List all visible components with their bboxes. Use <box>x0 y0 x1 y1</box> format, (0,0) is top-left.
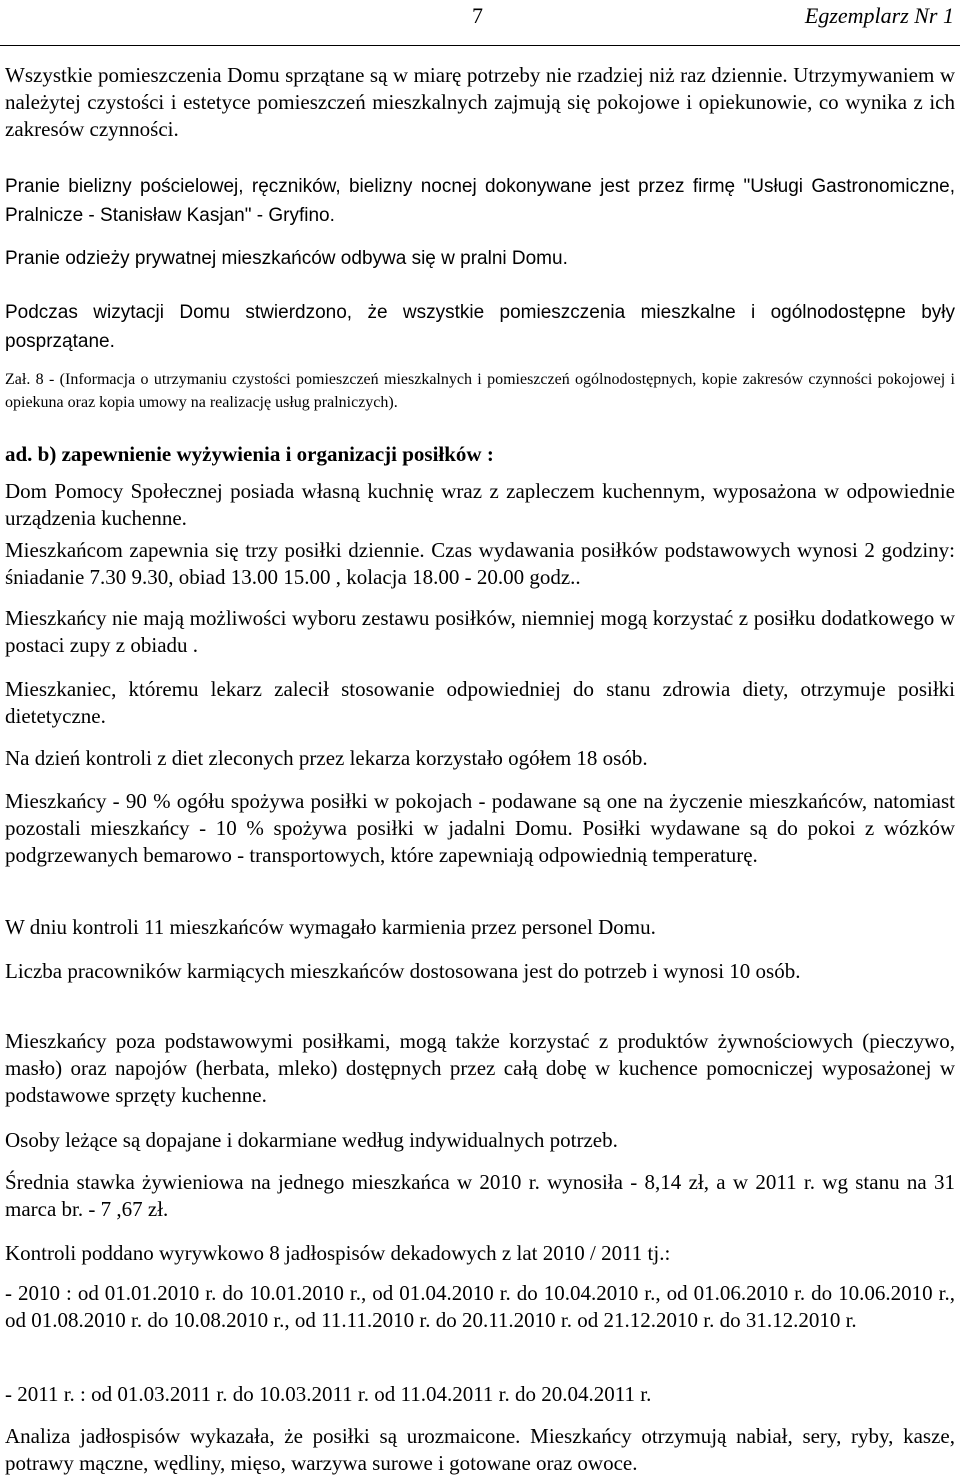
page-header <box>0 0 960 50</box>
paragraph-cleaning: Wszystkie pomieszczenia Domu sprzątane są w miarę potrzeby nie rzadziej niż raz dziennie. Utrzymywaniem w należytej czystości i estetyce pomieszczeń mieszkalnych zajmują się pokojowe i opiekunowie, co wynika z ich zakresów czynności. <box>5 63 955 141</box>
paragraph-diet: Mieszkaniec, któremu lekarz zalecił stosowanie odpowiedniej do stanu zdrowia diety, otrzymuje posiłki dietetyczne. <box>5 677 955 728</box>
paragraph-menu-analysis: Analiza jadłospisów wykazała, że posiłki są urozmaicone. Mieszkańcy otrzymują nabiał, sery, ryby, kasze, potrawy mączne, wędliny, mięso, warzywa surowe i gotowane oraz owoce. <box>5 1424 955 1475</box>
paragraph-meal-choice: Mieszkańcy nie mają możliwości wyboru zestawu posiłków, niemniej mogą korzystać z posiłku dodatkowego w postaci zupy z obiadu . <box>5 606 955 657</box>
header-rule <box>0 45 960 46</box>
paragraph-attachment-8: Zał. 8 - (Informacja o utrzymaniu czystości pomieszczeń mieszkalnych i pomieszczeń ogólnodostępnych, kopie zakresów czynności pokojowej i opiekuna oraz kopia umowy na realizację usług pralniczych). <box>5 371 955 411</box>
paragraph-menus-2011: - 2011 r. : od 01.03.2011 r. do 10.03.2011 r. od 11.04.2011 r. do 20.04.2011 r. <box>5 1382 652 1406</box>
paragraph-private-laundry: Pranie odzieży prywatnej mieszkańców odbywa się w pralni Domu. <box>5 248 568 269</box>
paragraph-inspection: Podczas wizytacji Domu stwierdzono, że wszystkie pomieszczenia mieszkalne i ogólnodostępne były posprzątane. <box>5 302 955 352</box>
paragraph-kitchen: Dom Pomocy Społecznej posiada własną kuchnię wraz z zapleczem kuchennym, wyposażona w odpowiednie urządzenia kuchenne. <box>5 479 955 530</box>
paragraph-feeding: W dniu kontroli 11 mieszkańców wymagało karmienia przez personel Domu. <box>5 915 656 939</box>
paragraph-feeding-staff: Liczba pracowników karmiących mieszkańców dostosowana jest do potrzeb i wynosi 10 osób. <box>5 959 801 983</box>
paragraph-additional-food: Mieszkańcy poza podstawowymi posiłkami, mogą także korzystać z produktów żywnościowych (pieczywo, masło) oraz napojów (herbata, mleko) dostępnych przez całą dobę w kuchence pomocniczej wyposażonej w podstawowe sprzęty kuchenne. <box>5 1029 955 1107</box>
paragraph-laundry-company: Pranie bielizny pościelowej, ręczników, bielizny nocnej dokonywane jest przez firmę "Usługi Gastronomiczne, Pralnicze - Stanisław Kasjan" - Gryfino. <box>5 176 955 226</box>
copy-label: Egzemplarz Nr 1 <box>804 3 954 28</box>
paragraph-food-rate: Średnia stawka żywieniowa na jednego mieszkańca w 2010 r. wynosiła - 8,14 zł, a w 2011 r. wg stanu na 31 marca br. - 7 ,67 zł. <box>5 1170 955 1221</box>
paragraph-meal-service: Mieszkańcy - 90 % ogółu spożywa posiłki w pokojach - podawane są one na życzenie mieszkańców, natomiast pozostali mieszkańcy - 10 % spożywa posiłki w jadalni Domu. Posiłki wydawane są do pokoi z wózków podgrzewanych bemarowo - transportowych, które zapewniają odpowiednią temperaturę. <box>5 789 955 867</box>
paragraph-diet-count: Na dzień kontroli z diet zleconych przez lekarza korzystało ogółem 18 osób. <box>5 746 648 770</box>
section-heading-nutrition: ad. b) zapewnienie wyżywienia i organizacji posiłków : <box>5 442 494 466</box>
paragraph-menus-2010: - 2010 : od 01.01.2010 r. do 10.01.2010 r., od 01.04.2010 r. do 10.04.2010 r., od 01.06.2010 r. do 10.06.2010 r., od 01.08.2010 r. do 10.08.2010 r., od 11.11.2010 r. do 20.11.2010 r. od 21.12.2010 r. do 31.12.2010 r. <box>5 1281 955 1332</box>
page-number: 7 <box>472 3 483 28</box>
paragraph-bedridden: Osoby leżące są dopajane i dokarmiane według indywidualnych potrzeb. <box>5 1128 618 1152</box>
paragraph-menu-check: Kontroli poddano wyrywkowo 8 jadłospisów dekadowych z lat 2010 / 2011 tj.: <box>5 1241 671 1265</box>
paragraph-meal-times: Mieszkańcom zapewnia się trzy posiłki dziennie. Czas wydawania posiłków podstawowych wynosi 2 godziny: śniadanie 7.30 9.30, obiad 13.00 15.00 , kolacja 18.00 - 20.00 godz.. <box>5 538 955 589</box>
